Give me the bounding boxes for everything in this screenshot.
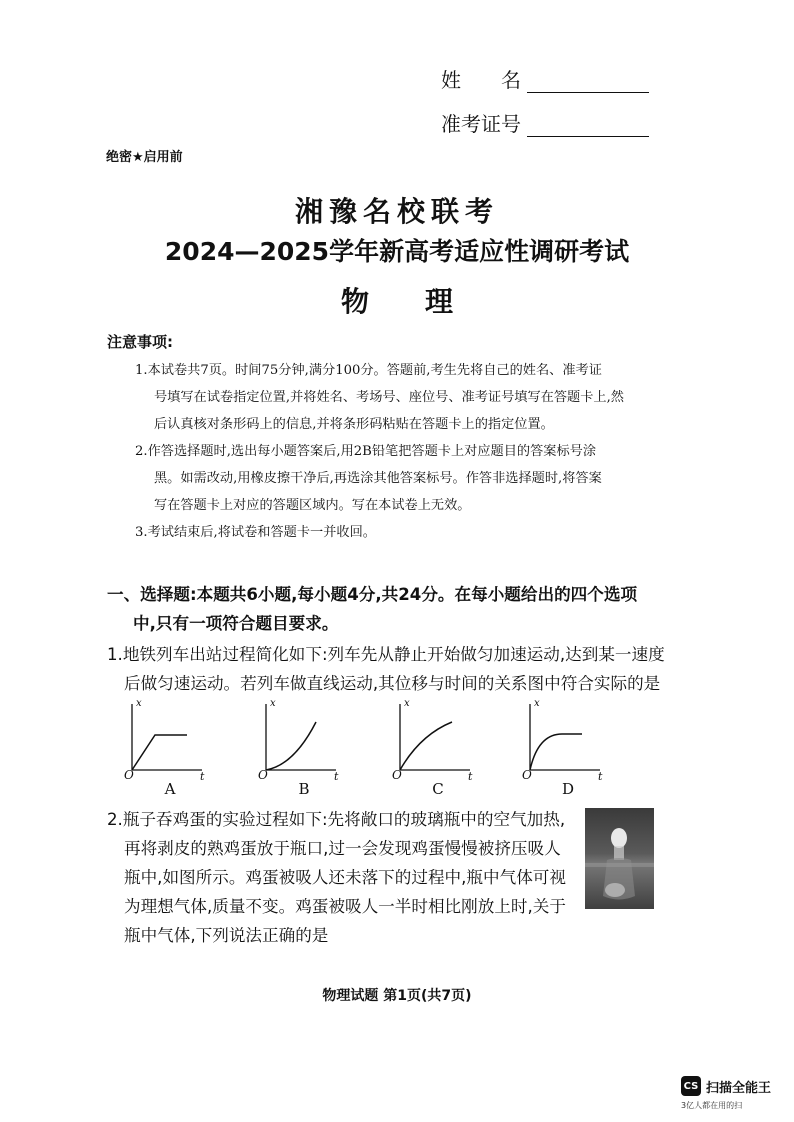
option-label: B (298, 780, 310, 798)
graph-x-label: t (334, 770, 339, 783)
graph-y-label: x (136, 698, 142, 709)
graph-y-label: x (270, 698, 276, 709)
graph-x-label: t (200, 770, 205, 783)
graph-y-label: x (534, 698, 540, 709)
graph-origin: O (258, 768, 268, 782)
note-item (135, 357, 695, 438)
note-text: 写在答题卡上对应的答题区域内。写在本试卷上无效。 (154, 498, 471, 513)
name-underline (527, 72, 649, 93)
graph-origin: O (522, 768, 532, 782)
question-2-line: 瓶中气体,下列说法正确的是 (124, 926, 329, 945)
name-field (441, 64, 649, 93)
exam-id-label: 准考证号 (441, 112, 521, 136)
graph-origin: O (392, 768, 402, 782)
note-text: 2.作答选择题时,选出每小题答案后,用2B铅笔把答题卡上对应题目的答案标号涂 (135, 444, 597, 459)
graph-a-svg (122, 700, 207, 780)
question-2 (107, 805, 577, 950)
graph-origin: O (124, 768, 134, 782)
scanner-watermark (681, 1076, 771, 1096)
section-heading (107, 580, 637, 638)
note-text: 1.本试卷共7页。时间75分钟,满分100分。答题前,考生先将自己的姓名、准考证 (135, 363, 602, 378)
exam-title-main: 2024—2025学年新高考适应性调研考试 (164, 237, 630, 266)
graph-c-svg (390, 700, 475, 780)
graph-b-svg (256, 700, 341, 780)
graph-x-label: t (598, 770, 603, 783)
question-1-line: 1.地铁列车出站过程简化如下:列车先从静止开始做匀加速运动,达到某一速度 (107, 645, 665, 664)
graph-option-a (122, 698, 207, 798)
option-label: D (561, 780, 575, 798)
name-label: 姓 名 (441, 68, 521, 92)
notes-title: 注意事项: (107, 333, 173, 351)
option-label: A (164, 780, 176, 798)
graph-option-c (390, 698, 475, 798)
graph-x-label: t (468, 770, 473, 783)
graph-d-svg (520, 700, 605, 780)
section-heading-line: 中,只有一项符合题目要求。 (133, 614, 339, 633)
question-1-line: 后做匀速运动。若列车做直线运动,其位移与时间的关系图中符合实际的是 (124, 674, 661, 693)
bottle-egg-illustration (585, 808, 654, 909)
graph-option-d (520, 698, 605, 798)
subject-title: 物 理 (340, 285, 453, 318)
exam-id-field (441, 108, 649, 137)
watermark-slogan: 3亿人都在用的扫 (681, 1101, 743, 1110)
note-item (135, 438, 695, 519)
graph-option-b (256, 698, 341, 798)
confidential-mark: 绝密★启用前 (106, 150, 183, 165)
note-text: 后认真核对条形码上的信息,并将条形码粘贴在答题卡上的指定位置。 (154, 417, 554, 432)
watermark-name: 扫描全能王 (706, 1080, 772, 1096)
question-2-line: 再将剥皮的熟鸡蛋放于瓶口,过一会发现鸡蛋慢慢被挤压吸人 (124, 839, 561, 858)
note-text: 号填写在试卷指定位置,并将姓名、考场号、座位号、准考证号填写在答题卡上,然 (154, 390, 624, 405)
question-2-line: 为理想气体,质量不变。鸡蛋被吸人一半时相比刚放上时,关于 (124, 897, 566, 916)
note-text: 3.考试结束后,将试卷和答题卡一并收回。 (135, 525, 376, 540)
question-2-line: 2.瓶子吞鸡蛋的实验过程如下:先将敞口的玻璃瓶中的空气加热, (107, 810, 566, 829)
bottle-egg-photo (585, 808, 654, 909)
camscanner-logo-icon: CS (681, 1076, 701, 1096)
exam-id-underline (527, 116, 649, 137)
notes-list (135, 357, 695, 546)
option-label: C (432, 780, 444, 798)
question-2-line: 瓶中,如图所示。鸡蛋被吸人还未落下的过程中,瓶中气体可视 (124, 868, 566, 887)
section-heading-line: 一、选择题:本题共6小题,每小题4分,共24分。在每小题给出的四个选项 (107, 585, 638, 604)
exam-title-union: 湘豫名校联考 (294, 195, 499, 228)
graph-y-label: x (404, 698, 410, 709)
note-text: 黑。如需改动,用橡皮擦干净后,再选涂其他答案标号。作答非选择题时,将答案 (154, 471, 602, 486)
note-item (135, 519, 695, 546)
question-1 (107, 640, 665, 698)
page-footer: 物理试题 第1页(共7页) (322, 988, 472, 1004)
